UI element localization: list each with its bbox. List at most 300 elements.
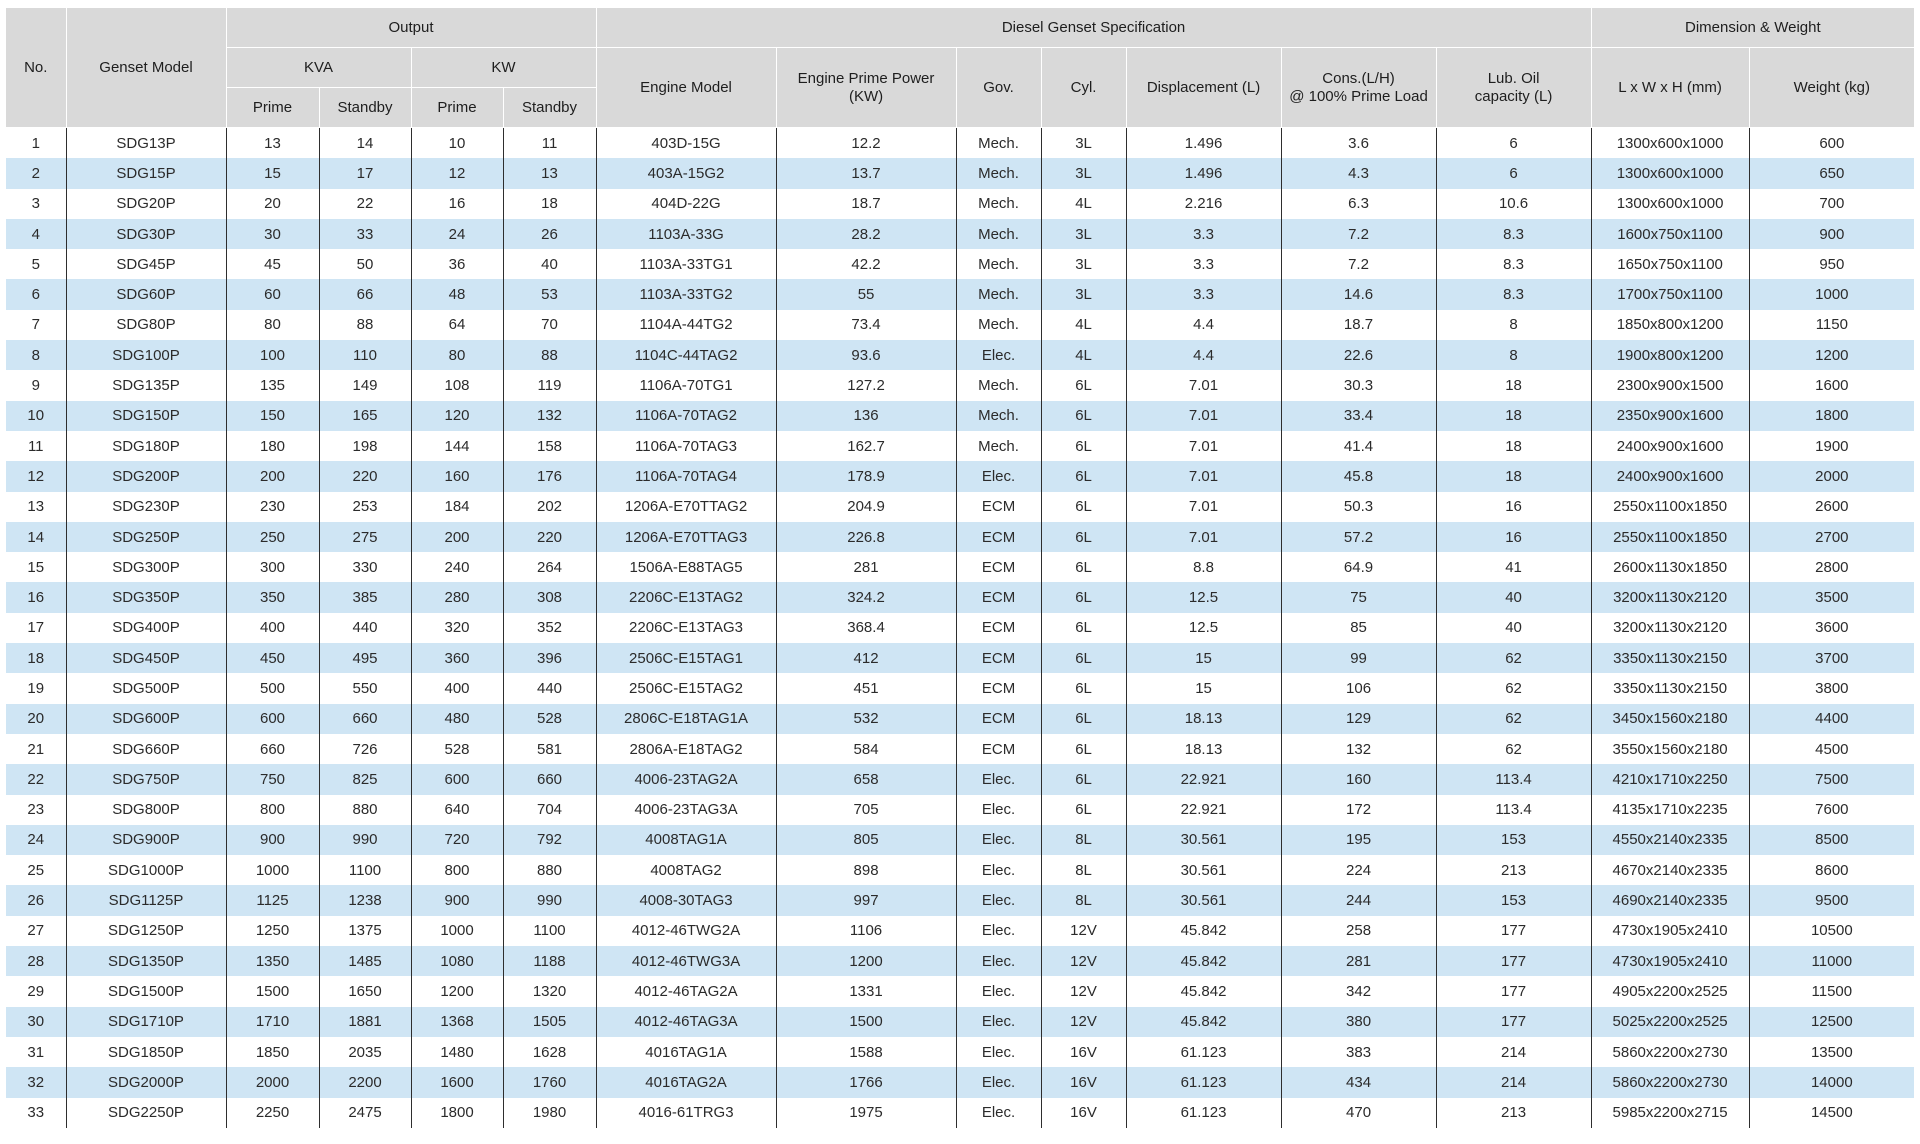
cell-gov: Elec. [956, 855, 1041, 885]
cell-engine-model: 2506C-E15TAG1 [596, 643, 776, 673]
cell-kva-prime: 1125 [226, 885, 319, 915]
cell-engine-prime-power: 1975 [776, 1098, 956, 1128]
table-row [6, 552, 1914, 582]
table-row [6, 1037, 1914, 1067]
cell-engine-model: 4008-30TAG3 [596, 885, 776, 915]
cell-lwh: 2600x1130x1850 [1591, 552, 1749, 582]
cell-genset-model: SDG250P [66, 522, 226, 552]
cell-engine-model: 1104A-44TG2 [596, 310, 776, 340]
cell-displacement: 4.4 [1126, 340, 1281, 370]
cell-engine-model: 1506A-E88TAG5 [596, 552, 776, 582]
cell-genset-model: SDG20P [66, 189, 226, 219]
table-row [6, 158, 1914, 188]
cell-consumption: 7.2 [1281, 219, 1436, 249]
cell-engine-prime-power: 1500 [776, 1007, 956, 1037]
table-row [6, 340, 1914, 370]
cell-cyl: 16V [1041, 1037, 1126, 1067]
cell-engine-model: 4016-61TRG3 [596, 1098, 776, 1128]
cell-no: 14 [6, 522, 66, 552]
cell-lwh: 4730x1905x2410 [1591, 946, 1749, 976]
spec-table-container [6, 8, 1914, 1128]
table-body [6, 128, 1914, 1128]
cell-engine-model: 4012-46TAG3A [596, 1007, 776, 1037]
cell-kva-standby: 1650 [319, 976, 411, 1006]
cell-genset-model: SDG30P [66, 219, 226, 249]
cell-kw-standby: 40 [503, 249, 596, 279]
cell-no: 15 [6, 552, 66, 582]
cell-lub-oil: 214 [1436, 1037, 1591, 1067]
cell-no: 11 [6, 431, 66, 461]
cell-kva-prime: 750 [226, 764, 319, 794]
cell-lwh: 5985x2200x2715 [1591, 1098, 1749, 1128]
cell-gov: Elec. [956, 1037, 1041, 1067]
table-row [6, 370, 1914, 400]
cell-engine-prime-power: 1200 [776, 946, 956, 976]
cell-consumption: 195 [1281, 825, 1436, 855]
cell-lwh: 4690x2140x2335 [1591, 885, 1749, 915]
cell-weight: 8600 [1749, 855, 1914, 885]
cell-kva-standby: 275 [319, 522, 411, 552]
cell-cyl: 6L [1041, 492, 1126, 522]
cell-gov: ECM [956, 522, 1041, 552]
cell-no: 10 [6, 401, 66, 431]
cell-cyl: 4L [1041, 340, 1126, 370]
cell-displacement: 61.123 [1126, 1098, 1281, 1128]
cell-no: 17 [6, 613, 66, 643]
table-row [6, 734, 1914, 764]
cell-no: 29 [6, 976, 66, 1006]
cell-displacement: 45.842 [1126, 946, 1281, 976]
cell-weight: 9500 [1749, 885, 1914, 915]
cell-lwh: 4905x2200x2525 [1591, 976, 1749, 1006]
table-row [6, 310, 1914, 340]
cell-kva-standby: 2200 [319, 1067, 411, 1097]
table-row [6, 128, 1914, 159]
cell-kw-standby: 220 [503, 522, 596, 552]
cell-cyl: 12V [1041, 946, 1126, 976]
cell-engine-prime-power: 368.4 [776, 613, 956, 643]
cell-kw-standby: 18 [503, 189, 596, 219]
cell-cyl: 6L [1041, 370, 1126, 400]
cell-genset-model: SDG1710P [66, 1007, 226, 1037]
cell-kva-standby: 220 [319, 461, 411, 491]
cell-lwh: 1300x600x1000 [1591, 189, 1749, 219]
cell-genset-model: SDG200P [66, 461, 226, 491]
cell-genset-model: SDG2250P [66, 1098, 226, 1128]
cell-kw-prime: 800 [411, 855, 503, 885]
cell-kva-standby: 110 [319, 340, 411, 370]
cell-kw-standby: 1320 [503, 976, 596, 1006]
cell-displacement: 61.123 [1126, 1067, 1281, 1097]
cell-genset-model: SDG900P [66, 825, 226, 855]
cell-weight: 12500 [1749, 1007, 1914, 1037]
header-genset-model: Genset Model [66, 8, 226, 128]
cell-lwh: 5860x2200x2730 [1591, 1067, 1749, 1097]
cell-kw-standby: 704 [503, 795, 596, 825]
cell-consumption: 342 [1281, 976, 1436, 1006]
cell-gov: Mech. [956, 401, 1041, 431]
header-lub-oil [1436, 48, 1591, 128]
cell-engine-prime-power: 898 [776, 855, 956, 885]
cell-kva-prime: 800 [226, 795, 319, 825]
cell-lub-oil: 8 [1436, 340, 1591, 370]
cell-weight: 11500 [1749, 976, 1914, 1006]
cell-engine-prime-power: 658 [776, 764, 956, 794]
cell-kva-prime: 2000 [226, 1067, 319, 1097]
cell-genset-model: SDG60P [66, 279, 226, 309]
cell-gov: Elec. [956, 885, 1041, 915]
cell-cyl: 6L [1041, 461, 1126, 491]
cell-cyl: 6L [1041, 795, 1126, 825]
cell-kw-prime: 184 [411, 492, 503, 522]
cell-engine-model: 1103A-33TG1 [596, 249, 776, 279]
cell-consumption: 85 [1281, 613, 1436, 643]
cell-no: 5 [6, 249, 66, 279]
cell-kw-standby: 53 [503, 279, 596, 309]
cell-engine-prime-power: 93.6 [776, 340, 956, 370]
table-row [6, 795, 1914, 825]
cell-kw-prime: 12 [411, 158, 503, 188]
cell-kva-standby: 726 [319, 734, 411, 764]
cell-kva-prime: 200 [226, 461, 319, 491]
cell-engine-model: 1206A-E70TTAG2 [596, 492, 776, 522]
cell-genset-model: SDG135P [66, 370, 226, 400]
cell-displacement: 45.842 [1126, 976, 1281, 1006]
cell-kw-standby: 11 [503, 128, 596, 159]
cell-engine-prime-power: 532 [776, 704, 956, 734]
cell-kva-standby: 1881 [319, 1007, 411, 1037]
cell-consumption: 380 [1281, 1007, 1436, 1037]
cell-no: 3 [6, 189, 66, 219]
cell-cyl: 3L [1041, 249, 1126, 279]
cell-lub-oil: 18 [1436, 370, 1591, 400]
cell-lub-oil: 10.6 [1436, 189, 1591, 219]
table-row [6, 582, 1914, 612]
cell-genset-model: SDG600P [66, 704, 226, 734]
cell-weight: 4500 [1749, 734, 1914, 764]
cell-displacement: 2.216 [1126, 189, 1281, 219]
cell-displacement: 7.01 [1126, 401, 1281, 431]
cell-weight: 600 [1749, 128, 1914, 159]
cell-consumption: 57.2 [1281, 522, 1436, 552]
cell-engine-prime-power: 136 [776, 401, 956, 431]
cell-no: 2 [6, 158, 66, 188]
cell-cyl: 8L [1041, 825, 1126, 855]
cell-engine-prime-power: 412 [776, 643, 956, 673]
cell-gov: Mech. [956, 370, 1041, 400]
cell-engine-prime-power: 28.2 [776, 219, 956, 249]
cell-kva-prime: 450 [226, 643, 319, 673]
cell-genset-model: SDG1850P [66, 1037, 226, 1067]
cell-gov: Elec. [956, 1007, 1041, 1037]
cell-gov: Elec. [956, 916, 1041, 946]
cell-kw-prime: 1080 [411, 946, 503, 976]
cell-weight: 1800 [1749, 401, 1914, 431]
cell-weight: 3600 [1749, 613, 1914, 643]
cell-kva-standby: 149 [319, 370, 411, 400]
cell-kw-standby: 13 [503, 158, 596, 188]
cell-displacement: 3.3 [1126, 279, 1281, 309]
cell-cyl: 3L [1041, 128, 1126, 159]
cell-consumption: 160 [1281, 764, 1436, 794]
cell-engine-prime-power: 1106 [776, 916, 956, 946]
cell-weight: 13500 [1749, 1037, 1914, 1067]
cell-genset-model: SDG80P [66, 310, 226, 340]
cell-lwh: 3450x1560x2180 [1591, 704, 1749, 734]
cell-genset-model: SDG1125P [66, 885, 226, 915]
table-row [6, 704, 1914, 734]
cell-kw-prime: 16 [411, 189, 503, 219]
table-row [6, 461, 1914, 491]
cell-kva-prime: 80 [226, 310, 319, 340]
cell-kw-standby: 308 [503, 582, 596, 612]
cell-gov: Mech. [956, 431, 1041, 461]
header-weight: Weight (kg) [1749, 48, 1914, 128]
cell-cyl: 6L [1041, 734, 1126, 764]
cell-kw-standby: 132 [503, 401, 596, 431]
table-row [6, 1098, 1914, 1128]
cell-kva-standby: 14 [319, 128, 411, 159]
cell-kva-prime: 350 [226, 582, 319, 612]
cell-weight: 2700 [1749, 522, 1914, 552]
cell-gov: Elec. [956, 976, 1041, 1006]
cell-weight: 1600 [1749, 370, 1914, 400]
cell-no: 25 [6, 855, 66, 885]
cell-kw-standby: 70 [503, 310, 596, 340]
cell-genset-model: SDG1250P [66, 916, 226, 946]
header-lwh: L x W x H (mm) [1591, 48, 1749, 128]
cell-consumption: 7.2 [1281, 249, 1436, 279]
table-row [6, 643, 1914, 673]
cell-engine-prime-power: 705 [776, 795, 956, 825]
header-consumption [1281, 48, 1436, 128]
cell-engine-prime-power: 1588 [776, 1037, 956, 1067]
cell-engine-model: 1206A-E70TTAG3 [596, 522, 776, 552]
cell-kva-standby: 550 [319, 673, 411, 703]
cell-displacement: 18.13 [1126, 734, 1281, 764]
cell-engine-model: 403A-15G2 [596, 158, 776, 188]
cell-engine-prime-power: 324.2 [776, 582, 956, 612]
cell-lub-oil: 62 [1436, 643, 1591, 673]
cell-engine-model: 1106A-70TAG4 [596, 461, 776, 491]
cell-kva-standby: 1375 [319, 916, 411, 946]
cell-cyl: 12V [1041, 976, 1126, 1006]
cell-gov: Elec. [956, 825, 1041, 855]
cell-genset-model: SDG660P [66, 734, 226, 764]
cell-weight: 14000 [1749, 1067, 1914, 1097]
cell-lub-oil: 113.4 [1436, 795, 1591, 825]
header-kva-prime: Prime [226, 88, 319, 128]
cell-engine-model: 4006-23TAG2A [596, 764, 776, 794]
cell-engine-model: 1103A-33G [596, 219, 776, 249]
cell-lwh: 2400x900x1600 [1591, 431, 1749, 461]
cell-lwh: 2300x900x1500 [1591, 370, 1749, 400]
cell-lub-oil: 62 [1436, 734, 1591, 764]
table-row [6, 825, 1914, 855]
cell-kw-standby: 792 [503, 825, 596, 855]
cell-displacement: 4.4 [1126, 310, 1281, 340]
cell-lub-oil: 8 [1436, 310, 1591, 340]
cell-kw-prime: 1800 [411, 1098, 503, 1128]
cell-gov: Elec. [956, 1067, 1041, 1097]
cell-no: 12 [6, 461, 66, 491]
cell-displacement: 45.842 [1126, 916, 1281, 946]
cell-cyl: 4L [1041, 310, 1126, 340]
cell-kva-prime: 400 [226, 613, 319, 643]
header-kw-prime: Prime [411, 88, 503, 128]
header-lub-oil-line2: capacity (L) [1474, 87, 1553, 105]
cell-lub-oil: 18 [1436, 461, 1591, 491]
cell-gov: Mech. [956, 158, 1041, 188]
cell-consumption: 132 [1281, 734, 1436, 764]
cell-lub-oil: 62 [1436, 673, 1591, 703]
cell-cyl: 8L [1041, 885, 1126, 915]
header-kw-standby: Standby [503, 88, 596, 128]
cell-lub-oil: 177 [1436, 916, 1591, 946]
cell-engine-model: 4006-23TAG3A [596, 795, 776, 825]
cell-kw-standby: 26 [503, 219, 596, 249]
cell-lub-oil: 8.3 [1436, 279, 1591, 309]
cell-kva-standby: 385 [319, 582, 411, 612]
cell-kva-prime: 1500 [226, 976, 319, 1006]
cell-consumption: 50.3 [1281, 492, 1436, 522]
cell-kw-prime: 64 [411, 310, 503, 340]
cell-kva-standby: 1485 [319, 946, 411, 976]
cell-kva-prime: 900 [226, 825, 319, 855]
cell-no: 16 [6, 582, 66, 612]
cell-engine-model: 4008TAG2 [596, 855, 776, 885]
cell-lwh: 2400x900x1600 [1591, 461, 1749, 491]
cell-gov: ECM [956, 582, 1041, 612]
table-row [6, 189, 1914, 219]
genset-spec-table [6, 8, 1914, 1128]
cell-kva-prime: 45 [226, 249, 319, 279]
header-consumption-line1: Cons.(L/H) [1322, 69, 1395, 87]
cell-engine-prime-power: 18.7 [776, 189, 956, 219]
cell-consumption: 281 [1281, 946, 1436, 976]
cell-genset-model: SDG450P [66, 643, 226, 673]
cell-kw-standby: 990 [503, 885, 596, 915]
cell-weight: 14500 [1749, 1098, 1914, 1128]
cell-kw-standby: 88 [503, 340, 596, 370]
cell-genset-model: SDG230P [66, 492, 226, 522]
cell-kva-standby: 660 [319, 704, 411, 734]
header-engine-prime-power: Engine Prime Power (KW) [776, 48, 956, 128]
cell-kw-standby: 1505 [503, 1007, 596, 1037]
cell-engine-model: 404D-22G [596, 189, 776, 219]
table-row [6, 431, 1914, 461]
cell-kw-prime: 1480 [411, 1037, 503, 1067]
header-kva: KVA [226, 48, 411, 88]
cell-no: 31 [6, 1037, 66, 1067]
cell-lub-oil: 214 [1436, 1067, 1591, 1097]
table-row [6, 885, 1914, 915]
cell-displacement: 30.561 [1126, 885, 1281, 915]
table-row [6, 1007, 1914, 1037]
cell-no: 22 [6, 764, 66, 794]
cell-kva-standby: 1238 [319, 885, 411, 915]
cell-engine-prime-power: 127.2 [776, 370, 956, 400]
cell-cyl: 3L [1041, 279, 1126, 309]
cell-kw-prime: 360 [411, 643, 503, 673]
cell-kw-standby: 352 [503, 613, 596, 643]
cell-lwh: 3350x1130x2150 [1591, 643, 1749, 673]
cell-engine-model: 4016TAG2A [596, 1067, 776, 1097]
cell-lub-oil: 213 [1436, 1098, 1591, 1128]
cell-weight: 3800 [1749, 673, 1914, 703]
cell-displacement: 1.496 [1126, 128, 1281, 159]
header-engine-model: Engine Model [596, 48, 776, 128]
cell-kva-standby: 495 [319, 643, 411, 673]
cell-kw-standby: 158 [503, 431, 596, 461]
cell-engine-prime-power: 178.9 [776, 461, 956, 491]
cell-displacement: 18.13 [1126, 704, 1281, 734]
cell-displacement: 61.123 [1126, 1037, 1281, 1067]
cell-kva-standby: 33 [319, 219, 411, 249]
cell-lwh: 1300x600x1000 [1591, 128, 1749, 159]
cell-genset-model: SDG400P [66, 613, 226, 643]
cell-lwh: 4135x1710x2235 [1591, 795, 1749, 825]
cell-engine-model: 1106A-70TAG3 [596, 431, 776, 461]
cell-kva-prime: 660 [226, 734, 319, 764]
cell-gov: ECM [956, 734, 1041, 764]
cell-consumption: 64.9 [1281, 552, 1436, 582]
cell-kva-standby: 1100 [319, 855, 411, 885]
cell-kva-prime: 250 [226, 522, 319, 552]
cell-displacement: 7.01 [1126, 522, 1281, 552]
cell-kva-standby: 22 [319, 189, 411, 219]
cell-lwh: 3200x1130x2120 [1591, 613, 1749, 643]
table-row [6, 401, 1914, 431]
cell-consumption: 41.4 [1281, 431, 1436, 461]
cell-engine-model: 1103A-33TG2 [596, 279, 776, 309]
cell-lwh: 3350x1130x2150 [1591, 673, 1749, 703]
cell-kva-prime: 30 [226, 219, 319, 249]
cell-no: 32 [6, 1067, 66, 1097]
cell-consumption: 3.6 [1281, 128, 1436, 159]
cell-lub-oil: 40 [1436, 582, 1591, 612]
cell-weight: 1000 [1749, 279, 1914, 309]
cell-lub-oil: 153 [1436, 825, 1591, 855]
cell-displacement: 3.3 [1126, 219, 1281, 249]
cell-kw-standby: 1760 [503, 1067, 596, 1097]
cell-lub-oil: 113.4 [1436, 764, 1591, 794]
cell-kw-prime: 600 [411, 764, 503, 794]
cell-consumption: 14.6 [1281, 279, 1436, 309]
cell-cyl: 6L [1041, 613, 1126, 643]
table-row [6, 916, 1914, 946]
cell-lub-oil: 18 [1436, 431, 1591, 461]
cell-lwh: 2350x900x1600 [1591, 401, 1749, 431]
cell-genset-model: SDG800P [66, 795, 226, 825]
cell-consumption: 224 [1281, 855, 1436, 885]
cell-kw-standby: 440 [503, 673, 596, 703]
cell-no: 28 [6, 946, 66, 976]
cell-kw-standby: 119 [503, 370, 596, 400]
cell-gov: Mech. [956, 279, 1041, 309]
cell-gov: ECM [956, 704, 1041, 734]
cell-cyl: 3L [1041, 158, 1126, 188]
cell-kw-prime: 240 [411, 552, 503, 582]
cell-consumption: 18.7 [1281, 310, 1436, 340]
cell-consumption: 4.3 [1281, 158, 1436, 188]
cell-gov: Elec. [956, 1098, 1041, 1128]
cell-lub-oil: 153 [1436, 885, 1591, 915]
cell-genset-model: SDG1000P [66, 855, 226, 885]
cell-kva-prime: 1350 [226, 946, 319, 976]
cell-kva-prime: 1850 [226, 1037, 319, 1067]
cell-kw-standby: 176 [503, 461, 596, 491]
